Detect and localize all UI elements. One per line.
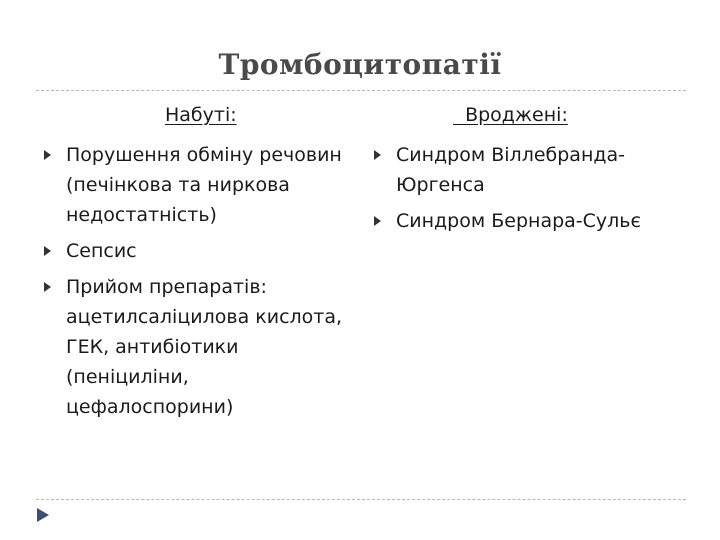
triangle-right-icon — [374, 216, 381, 226]
navigation-arrow-icon[interactable] — [36, 507, 50, 523]
list-item — [370, 140, 690, 200]
list-item — [40, 272, 360, 422]
list-item-text: Синдром Віллебранда-Юргенса — [396, 144, 626, 196]
list-item-text: Порушення обміну речовин (печінкова та ниркова недостатність) — [66, 144, 342, 226]
list-item — [40, 140, 360, 230]
list-item-text: Сепсис — [66, 240, 137, 262]
acquired-heading: Набуті: — [165, 104, 237, 126]
congenital-heading: Вроджені: — [453, 104, 568, 126]
list-item-text: Синдром Бернара-Сульє — [396, 210, 641, 232]
bottom-divider — [36, 499, 686, 500]
slide-title: Тромбоцитопатії — [218, 48, 502, 81]
triangle-right-icon — [44, 282, 51, 292]
list-item — [370, 206, 690, 236]
triangle-right-icon — [374, 150, 381, 160]
list-item-text: Прийом препаратів: ацетилсаліцилова кислота, ГЕК, антибіотики (пеніциліни, цефалоспорини) — [66, 276, 343, 418]
congenital-list — [370, 140, 690, 242]
triangle-right-icon — [44, 246, 51, 256]
acquired-list — [40, 140, 360, 428]
top-divider — [36, 90, 686, 91]
triangle-right-icon — [44, 150, 51, 160]
list-item — [40, 236, 360, 266]
